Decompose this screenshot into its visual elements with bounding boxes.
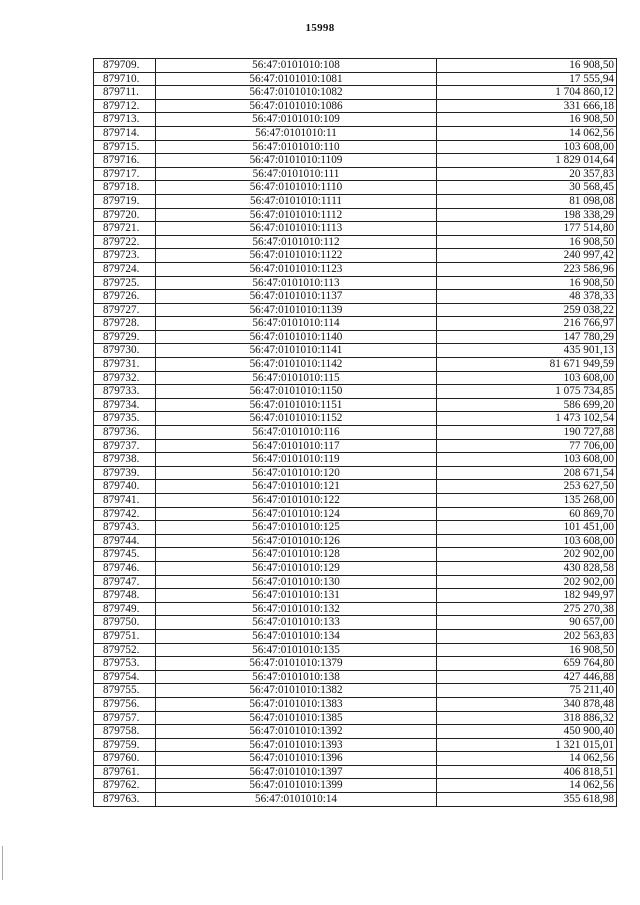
row-number-cell: 879727.	[94, 303, 156, 317]
row-number-cell: 879747.	[94, 575, 156, 589]
cadastral-number-cell: 56:47:0101010:1399	[156, 779, 437, 793]
cadastral-number-cell: 56:47:0101010:1141	[156, 344, 437, 358]
cadastral-number-cell: 56:47:0101010:128	[156, 548, 437, 562]
value-cell: 77 706,00	[437, 439, 617, 453]
value-cell: 202 902,00	[437, 575, 617, 589]
value-cell: 318 886,32	[437, 711, 617, 725]
value-cell: 75 211,40	[437, 684, 617, 698]
value-cell: 81 098,08	[437, 194, 617, 208]
row-number-cell: 879763.	[94, 793, 156, 807]
row-number-cell: 879750.	[94, 616, 156, 630]
cadastral-number-cell: 56:47:0101010:14	[156, 793, 437, 807]
value-cell: 190 727,88	[437, 426, 617, 440]
table-row	[94, 385, 617, 399]
cadastral-number-cell: 56:47:0101010:1392	[156, 725, 437, 739]
table-row	[94, 643, 617, 657]
cadastral-number-cell: 56:47:0101010:116	[156, 426, 437, 440]
cadastral-number-cell: 56:47:0101010:121	[156, 480, 437, 494]
value-cell: 16 908,50	[437, 113, 617, 127]
row-number-cell: 879757.	[94, 711, 156, 725]
table-row	[94, 725, 617, 739]
value-cell: 253 627,50	[437, 480, 617, 494]
value-cell: 427 446,88	[437, 670, 617, 684]
table-row	[94, 616, 617, 630]
value-cell: 103 608,00	[437, 453, 617, 467]
cadastral-number-cell: 56:47:0101010:110	[156, 140, 437, 154]
row-number-cell: 879741.	[94, 494, 156, 508]
cadastral-number-cell: 56:47:0101010:1385	[156, 711, 437, 725]
cadastral-number-cell: 56:47:0101010:124	[156, 507, 437, 521]
cadastral-number-cell: 56:47:0101010:1113	[156, 222, 437, 236]
cadastral-number-cell: 56:47:0101010:112	[156, 235, 437, 249]
value-cell: 14 062,56	[437, 126, 617, 140]
row-number-cell: 879717.	[94, 167, 156, 181]
value-cell: 101 451,00	[437, 521, 617, 535]
table-row	[94, 534, 617, 548]
row-number-cell: 879738.	[94, 453, 156, 467]
table-row	[94, 793, 617, 807]
table-row	[94, 521, 617, 535]
row-number-cell: 879739.	[94, 466, 156, 480]
value-cell: 240 997,42	[437, 249, 617, 263]
value-cell: 1 829 014,64	[437, 154, 617, 168]
table-row	[94, 629, 617, 643]
value-cell: 103 608,00	[437, 371, 617, 385]
table-row	[94, 113, 617, 127]
value-cell: 16 908,50	[437, 276, 617, 290]
cadastral-value-table	[93, 58, 617, 807]
cadastral-number-cell: 56:47:0101010:135	[156, 643, 437, 657]
row-number-cell: 879726.	[94, 290, 156, 304]
cadastral-number-cell: 56:47:0101010:1379	[156, 657, 437, 671]
row-number-cell: 879718.	[94, 181, 156, 195]
value-cell: 1 321 015,01	[437, 738, 617, 752]
value-cell: 16 908,50	[437, 59, 617, 73]
value-cell: 198 338,29	[437, 208, 617, 222]
cadastral-number-cell: 56:47:0101010:111	[156, 167, 437, 181]
cadastral-number-cell: 56:47:0101010:132	[156, 602, 437, 616]
table-row	[94, 371, 617, 385]
value-cell: 340 878,48	[437, 697, 617, 711]
table-row	[94, 317, 617, 331]
row-number-cell: 879756.	[94, 697, 156, 711]
table-row	[94, 154, 617, 168]
cadastral-number-cell: 56:47:0101010:115	[156, 371, 437, 385]
cadastral-number-cell: 56:47:0101010:1152	[156, 412, 437, 426]
table-row	[94, 752, 617, 766]
row-number-cell: 879710.	[94, 72, 156, 86]
cadastral-number-cell: 56:47:0101010:131	[156, 589, 437, 603]
cadastral-number-cell: 56:47:0101010:1081	[156, 72, 437, 86]
cadastral-number-cell: 56:47:0101010:1112	[156, 208, 437, 222]
row-number-cell: 879709.	[94, 59, 156, 73]
cadastral-number-cell: 56:47:0101010:1122	[156, 249, 437, 263]
row-number-cell: 879719.	[94, 194, 156, 208]
table-row	[94, 670, 617, 684]
value-cell: 147 780,29	[437, 330, 617, 344]
cadastral-number-cell: 56:47:0101010:1150	[156, 385, 437, 399]
row-number-cell: 879735.	[94, 412, 156, 426]
cadastral-number-cell: 56:47:0101010:1086	[156, 99, 437, 113]
row-number-cell: 879748.	[94, 589, 156, 603]
value-cell: 14 062,56	[437, 779, 617, 793]
value-cell: 30 568,45	[437, 181, 617, 195]
row-number-cell: 879732.	[94, 371, 156, 385]
value-cell: 103 608,00	[437, 140, 617, 154]
table-row	[94, 426, 617, 440]
row-number-cell: 879762.	[94, 779, 156, 793]
row-number-cell: 879728.	[94, 317, 156, 331]
row-number-cell: 879734.	[94, 398, 156, 412]
cadastral-number-cell: 56:47:0101010:117	[156, 439, 437, 453]
cadastral-number-cell: 56:47:0101010:1397	[156, 765, 437, 779]
table-row	[94, 507, 617, 521]
value-cell: 90 657,00	[437, 616, 617, 630]
row-number-cell: 879712.	[94, 99, 156, 113]
table-row	[94, 194, 617, 208]
row-number-cell: 879730.	[94, 344, 156, 358]
row-number-cell: 879713.	[94, 113, 156, 127]
row-number-cell: 879746.	[94, 561, 156, 575]
row-number-cell: 879714.	[94, 126, 156, 140]
table-body	[94, 59, 617, 807]
value-cell: 275 270,38	[437, 602, 617, 616]
table-row	[94, 249, 617, 263]
row-number-cell: 879736.	[94, 426, 156, 440]
value-cell: 202 563,83	[437, 629, 617, 643]
value-cell: 14 062,56	[437, 752, 617, 766]
table-row	[94, 453, 617, 467]
row-number-cell: 879725.	[94, 276, 156, 290]
table-row	[94, 358, 617, 372]
cadastral-number-cell: 56:47:0101010:114	[156, 317, 437, 331]
row-number-cell: 879760.	[94, 752, 156, 766]
row-number-cell: 879729.	[94, 330, 156, 344]
cadastral-number-cell: 56:47:0101010:129	[156, 561, 437, 575]
cadastral-number-cell: 56:47:0101010:1393	[156, 738, 437, 752]
cadastral-number-cell: 56:47:0101010:134	[156, 629, 437, 643]
table-row	[94, 494, 617, 508]
table-row	[94, 548, 617, 562]
table-row	[94, 412, 617, 426]
value-cell: 17 555,94	[437, 72, 617, 86]
row-number-cell: 879716.	[94, 154, 156, 168]
table-row	[94, 344, 617, 358]
row-number-cell: 879743.	[94, 521, 156, 535]
table-row	[94, 222, 617, 236]
table-row	[94, 140, 617, 154]
value-cell: 135 268,00	[437, 494, 617, 508]
value-cell: 16 908,50	[437, 643, 617, 657]
row-number-cell: 879742.	[94, 507, 156, 521]
table-row	[94, 86, 617, 100]
table-row	[94, 575, 617, 589]
table-row	[94, 738, 617, 752]
value-cell: 1 704 860,12	[437, 86, 617, 100]
cadastral-number-cell: 56:47:0101010:11	[156, 126, 437, 140]
table-row	[94, 276, 617, 290]
value-cell: 48 378,33	[437, 290, 617, 304]
value-cell: 355 618,98	[437, 793, 617, 807]
row-number-cell: 879723.	[94, 249, 156, 263]
row-number-cell: 879745.	[94, 548, 156, 562]
cadastral-number-cell: 56:47:0101010:113	[156, 276, 437, 290]
table-row	[94, 290, 617, 304]
table-row	[94, 602, 617, 616]
value-cell: 586 699,20	[437, 398, 617, 412]
value-cell: 659 764,80	[437, 657, 617, 671]
table-row	[94, 398, 617, 412]
row-number-cell: 879721.	[94, 222, 156, 236]
row-number-cell: 879753.	[94, 657, 156, 671]
table-row	[94, 208, 617, 222]
cadastral-number-cell: 56:47:0101010:108	[156, 59, 437, 73]
row-number-cell: 879720.	[94, 208, 156, 222]
value-cell: 1 075 734,85	[437, 385, 617, 399]
cadastral-number-cell: 56:47:0101010:1137	[156, 290, 437, 304]
row-number-cell: 879733.	[94, 385, 156, 399]
cadastral-number-cell: 56:47:0101010:109	[156, 113, 437, 127]
value-cell: 182 949,97	[437, 589, 617, 603]
value-cell: 177 514,80	[437, 222, 617, 236]
value-cell: 1 473 102,54	[437, 412, 617, 426]
row-number-cell: 879761.	[94, 765, 156, 779]
cadastral-number-cell: 56:47:0101010:1382	[156, 684, 437, 698]
value-cell: 202 902,00	[437, 548, 617, 562]
table-row	[94, 181, 617, 195]
cadastral-number-cell: 56:47:0101010:130	[156, 575, 437, 589]
cadastral-number-cell: 56:47:0101010:133	[156, 616, 437, 630]
value-cell: 20 357,83	[437, 167, 617, 181]
cadastral-number-cell: 56:47:0101010:125	[156, 521, 437, 535]
row-number-cell: 879722.	[94, 235, 156, 249]
cadastral-number-cell: 56:47:0101010:120	[156, 466, 437, 480]
cadastral-number-cell: 56:47:0101010:138	[156, 670, 437, 684]
row-number-cell: 879749.	[94, 602, 156, 616]
cadastral-number-cell: 56:47:0101010:1082	[156, 86, 437, 100]
table-row	[94, 330, 617, 344]
row-number-cell: 879755.	[94, 684, 156, 698]
cadastral-number-cell: 56:47:0101010:1151	[156, 398, 437, 412]
row-number-cell: 879744.	[94, 534, 156, 548]
value-cell: 331 666,18	[437, 99, 617, 113]
value-cell: 406 818,51	[437, 765, 617, 779]
value-cell: 259 038,22	[437, 303, 617, 317]
cadastral-number-cell: 56:47:0101010:1110	[156, 181, 437, 195]
table-row	[94, 561, 617, 575]
cadastral-number-cell: 56:47:0101010:119	[156, 453, 437, 467]
table-row	[94, 480, 617, 494]
table-row	[94, 262, 617, 276]
row-number-cell: 879740.	[94, 480, 156, 494]
cadastral-number-cell: 56:47:0101010:1123	[156, 262, 437, 276]
value-cell: 81 671 949,59	[437, 358, 617, 372]
value-cell: 16 908,50	[437, 235, 617, 249]
row-number-cell: 879758.	[94, 725, 156, 739]
table-row	[94, 439, 617, 453]
value-cell: 103 608,00	[437, 534, 617, 548]
table-row	[94, 697, 617, 711]
table-row	[94, 684, 617, 698]
value-cell: 450 900,40	[437, 725, 617, 739]
table-row	[94, 657, 617, 671]
cadastral-number-cell: 56:47:0101010:1140	[156, 330, 437, 344]
table-row	[94, 167, 617, 181]
cadastral-number-cell: 56:47:0101010:1383	[156, 697, 437, 711]
value-cell: 435 901,13	[437, 344, 617, 358]
value-cell: 223 586,96	[437, 262, 617, 276]
table-row	[94, 72, 617, 86]
value-cell: 208 671,54	[437, 466, 617, 480]
value-cell: 430 828,58	[437, 561, 617, 575]
table-row	[94, 779, 617, 793]
row-number-cell: 879737.	[94, 439, 156, 453]
table-row	[94, 711, 617, 725]
value-cell: 60 869,70	[437, 507, 617, 521]
row-number-cell: 879731.	[94, 358, 156, 372]
row-number-cell: 879715.	[94, 140, 156, 154]
table-row	[94, 765, 617, 779]
row-number-cell: 879754.	[94, 670, 156, 684]
table-row	[94, 126, 617, 140]
value-cell: 216 766,97	[437, 317, 617, 331]
cadastral-number-cell: 56:47:0101010:1109	[156, 154, 437, 168]
row-number-cell: 879751.	[94, 629, 156, 643]
row-number-cell: 879724.	[94, 262, 156, 276]
cadastral-number-cell: 56:47:0101010:122	[156, 494, 437, 508]
table-row	[94, 589, 617, 603]
cadastral-number-cell: 56:47:0101010:126	[156, 534, 437, 548]
cadastral-number-cell: 56:47:0101010:1142	[156, 358, 437, 372]
row-number-cell: 879759.	[94, 738, 156, 752]
page-number: 15998	[305, 22, 335, 34]
table-row	[94, 99, 617, 113]
row-number-cell: 879752.	[94, 643, 156, 657]
table-row	[94, 466, 617, 480]
table-row	[94, 235, 617, 249]
cadastral-number-cell: 56:47:0101010:1111	[156, 194, 437, 208]
margin-mark	[2, 846, 3, 880]
cadastral-number-cell: 56:47:0101010:1396	[156, 752, 437, 766]
table-row	[94, 303, 617, 317]
cadastral-number-cell: 56:47:0101010:1139	[156, 303, 437, 317]
table-row	[94, 59, 617, 73]
row-number-cell: 879711.	[94, 86, 156, 100]
